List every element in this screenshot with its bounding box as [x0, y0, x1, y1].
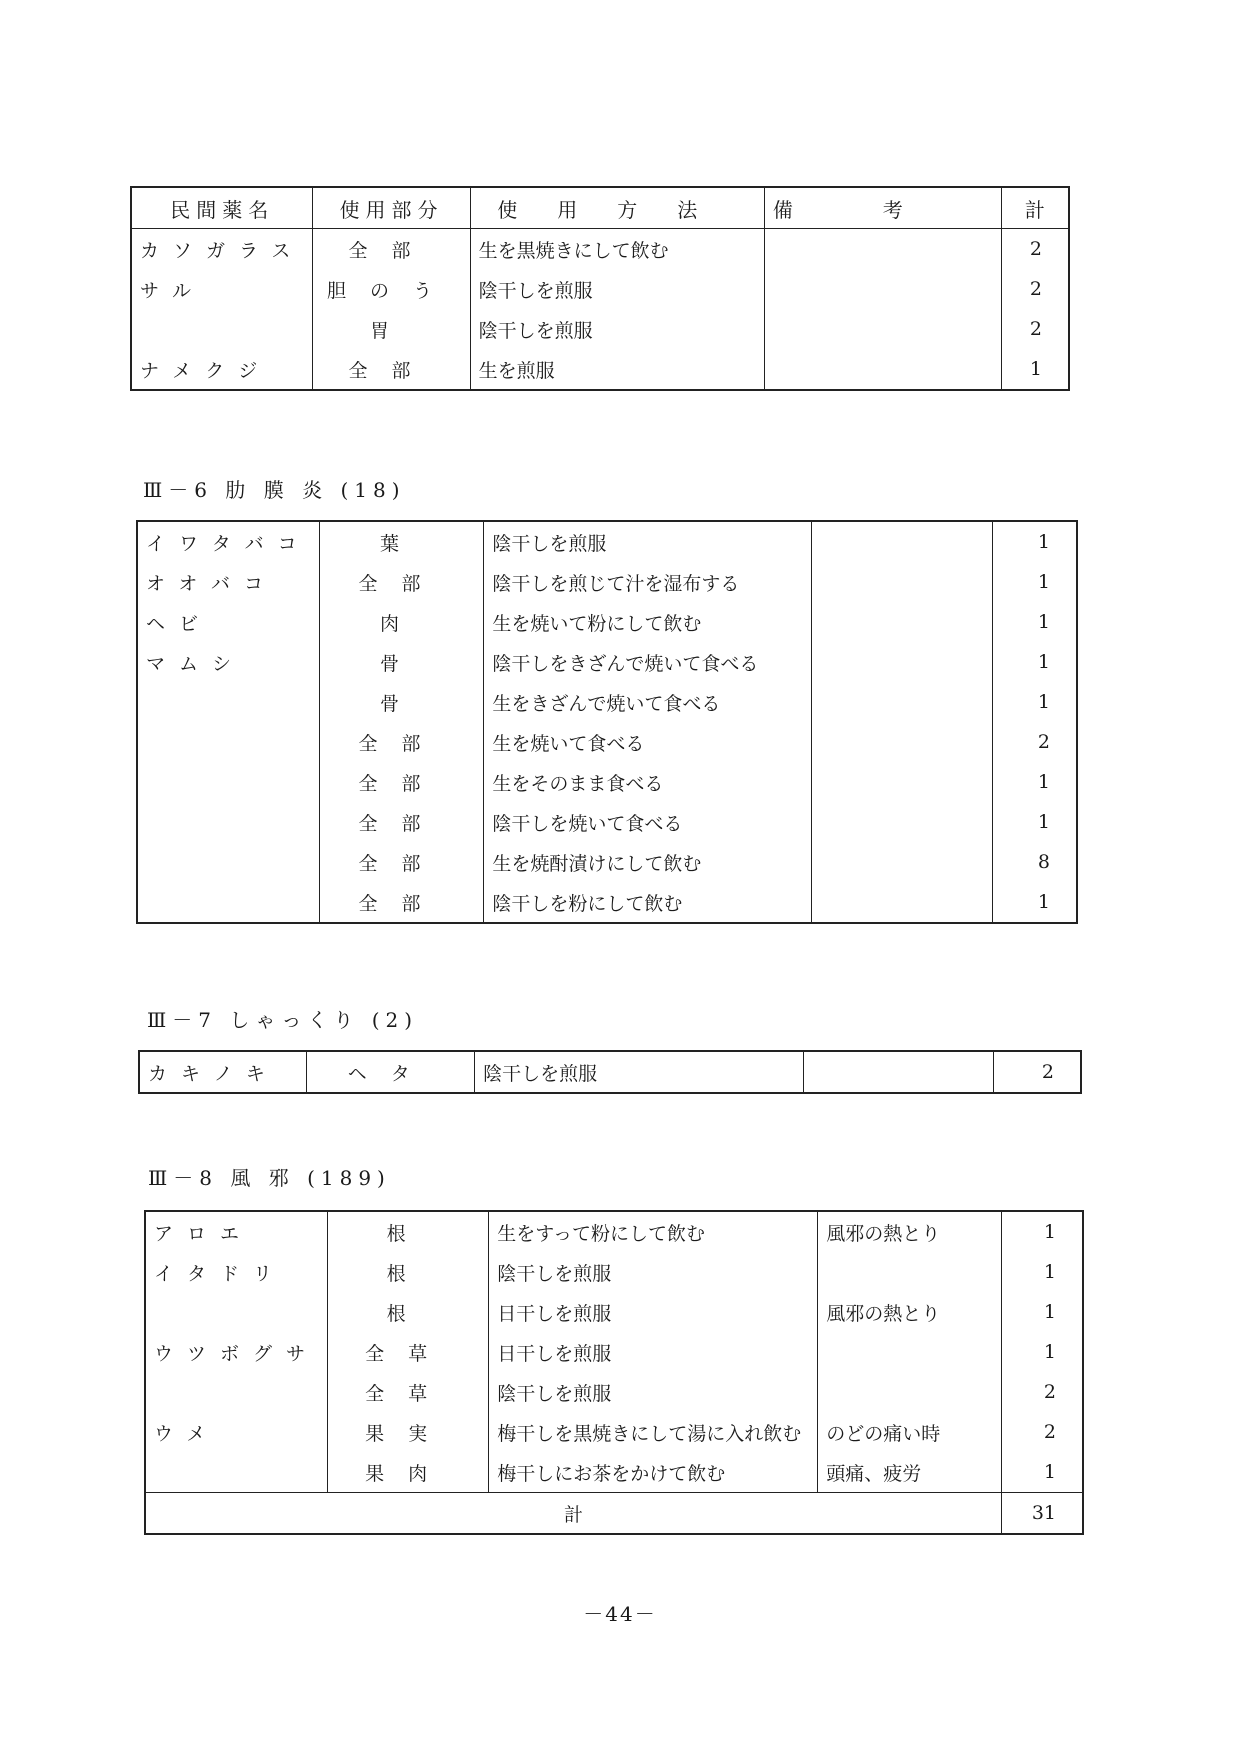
usage-method-cell: 陰干しをきざんで焼いて食べる — [484, 642, 812, 682]
remedy-name-cell: イワタバコ — [137, 521, 319, 562]
usage-method-cell: 陰干しを煎じて汁を湿布する — [484, 562, 812, 602]
remedy-name-cell: マムシ — [137, 642, 319, 682]
remedy-name-cell — [145, 1372, 328, 1412]
part-used-cell: 根 — [328, 1252, 489, 1292]
part-used-cell: 肉 — [319, 602, 484, 642]
part-used-cell: 全部 — [319, 722, 484, 762]
remedy-name-cell: ナメクジ — [131, 349, 313, 390]
remarks-cell — [812, 521, 993, 562]
table-row — [131, 229, 1069, 270]
remarks-cell — [812, 762, 993, 802]
table-row — [137, 682, 1077, 722]
count-cell: 1 — [1029, 358, 1042, 380]
remarks-cell — [764, 229, 1001, 270]
usage-method-cell: 生を黒焼きにして飲む — [470, 229, 764, 270]
part-used-cell: 骨 — [319, 682, 484, 722]
table-row — [137, 882, 1077, 923]
usage-method-cell: 陰干しを煎服 — [470, 269, 764, 309]
table-row — [137, 602, 1077, 642]
table-row — [137, 642, 1077, 682]
total-row — [145, 1493, 1083, 1535]
usage-method-cell: 陰干しを煎服 — [484, 521, 812, 562]
section-title-cold: Ⅲ－8 風 邪 (189) — [148, 1166, 391, 1190]
total-value: 31 — [1002, 1493, 1083, 1535]
part-used-cell: 全部 — [319, 802, 484, 842]
part-used-cell: 葉 — [319, 521, 484, 562]
remarks-cell — [812, 882, 993, 923]
remedy-name-cell — [137, 882, 319, 923]
remarks-cell: 風邪の熱とり — [818, 1211, 1002, 1252]
table-header-row — [131, 187, 1069, 229]
header-part-used: 使用部分 — [313, 187, 470, 229]
part-used-cell: 全部 — [319, 562, 484, 602]
count-cell: 1 — [1037, 531, 1050, 553]
part-used-cell: 根 — [328, 1292, 489, 1332]
remedy-name-cell: アロエ — [145, 1211, 328, 1252]
part-used-cell: ヘタ — [307, 1051, 475, 1093]
remarks-cell — [818, 1332, 1002, 1372]
table-row — [145, 1211, 1083, 1252]
count-cell: 1 — [1043, 1221, 1056, 1243]
remedy-name-cell: ウツボグサ — [145, 1332, 328, 1372]
count-cell: 1 — [1037, 771, 1050, 793]
count-cell: 2 — [1043, 1421, 1056, 1443]
count-cell: 1 — [1037, 611, 1050, 633]
table-row — [131, 349, 1069, 390]
count-cell: 1 — [1043, 1461, 1056, 1483]
remarks-cell: のどの痛い時 — [818, 1412, 1002, 1452]
remedy-table-hiccups — [138, 1050, 1082, 1094]
table-row — [137, 762, 1077, 802]
part-used-cell: 果肉 — [328, 1452, 489, 1493]
count-cell: 1 — [1043, 1341, 1056, 1363]
header-total: 計 — [1001, 187, 1069, 229]
remedy-name-cell: カキノキ — [139, 1051, 307, 1093]
usage-method-cell: 生をそのまま食べる — [484, 762, 812, 802]
remedy-name-cell: カソガラス — [131, 229, 313, 270]
page-number: －44－ — [583, 1602, 657, 1626]
usage-method-cell: 陰干しを粉にして飲む — [484, 882, 812, 923]
count-cell: 2 — [1029, 318, 1042, 340]
remedy-name-cell — [145, 1452, 328, 1493]
part-used-cell: 全部 — [319, 842, 484, 882]
usage-method-cell: 梅干しを黒焼きにして湯に入れ飲む — [489, 1412, 818, 1452]
count-cell: 2 — [1037, 731, 1050, 753]
remarks-cell — [804, 1051, 993, 1093]
usage-method-cell: 生を焼いて粉にして飲む — [484, 602, 812, 642]
remarks-cell — [812, 682, 993, 722]
part-used-cell: 全部 — [313, 229, 470, 270]
table-row — [137, 521, 1077, 562]
remedy-name-cell: ウメ — [145, 1412, 328, 1452]
table-row — [145, 1332, 1083, 1372]
section-title-pleurisy: Ⅲ－6 肋 膜 炎 (18) — [143, 478, 406, 502]
count-cell: 2 — [1029, 278, 1042, 300]
remarks-cell: 風邪の熱とり — [818, 1292, 1002, 1332]
count-cell: 2 — [1041, 1061, 1054, 1083]
usage-method-cell: 陰干しを煎服 — [489, 1372, 818, 1412]
count-cell: 1 — [1037, 691, 1050, 713]
header-usage-method: 使用方法 — [470, 187, 764, 229]
usage-method-cell: 生を焼酎漬けにして飲む — [484, 842, 812, 882]
remedy-name-cell — [145, 1292, 328, 1332]
table-row — [131, 269, 1069, 309]
remedy-name-cell — [131, 309, 313, 349]
table-row — [137, 562, 1077, 602]
count-cell: 1 — [1037, 571, 1050, 593]
table-row — [145, 1452, 1083, 1493]
usage-method-cell: 陰干しを煎服 — [475, 1051, 804, 1093]
usage-method-cell: 生をすって粉にして飲む — [489, 1211, 818, 1252]
remarks-cell — [818, 1252, 1002, 1292]
count-cell: 1 — [1043, 1301, 1056, 1323]
remarks-cell — [818, 1372, 1002, 1412]
part-used-cell: 胃 — [313, 309, 470, 349]
remedy-table-pleurisy — [136, 520, 1078, 924]
remedy-name-cell: ヘビ — [137, 602, 319, 642]
table-row — [137, 802, 1077, 842]
section-title-hiccups: Ⅲ－7 しゃっくり (2) — [147, 1008, 419, 1032]
table-row — [131, 309, 1069, 349]
part-used-cell: 果実 — [328, 1412, 489, 1452]
table-row — [145, 1252, 1083, 1292]
remedy-table-1 — [130, 186, 1070, 391]
part-used-cell: 全部 — [319, 882, 484, 923]
usage-method-cell: 梅干しにお茶をかけて飲む — [489, 1452, 818, 1493]
remarks-cell — [812, 802, 993, 842]
remarks-cell — [764, 269, 1001, 309]
count-cell: 1 — [1037, 811, 1050, 833]
usage-method-cell: 生をきざんで焼いて食べる — [484, 682, 812, 722]
count-cell: 8 — [1037, 851, 1050, 873]
usage-method-cell: 生を焼いて食べる — [484, 722, 812, 762]
remarks-cell — [812, 602, 993, 642]
table-row — [137, 842, 1077, 882]
table-row — [137, 722, 1077, 762]
remarks-cell: 頭痛、疲労 — [818, 1452, 1002, 1493]
usage-method-cell: 陰干しを煎服 — [489, 1252, 818, 1292]
remarks-cell — [764, 349, 1001, 390]
part-used-cell: 全部 — [319, 762, 484, 802]
remedy-name-cell — [137, 842, 319, 882]
table-row — [145, 1412, 1083, 1452]
remedy-name-cell: オオバコ — [137, 562, 319, 602]
count-cell: 2 — [1043, 1381, 1056, 1403]
usage-method-cell: 日干しを煎服 — [489, 1292, 818, 1332]
table-row — [145, 1372, 1083, 1412]
remedy-table-cold — [144, 1210, 1084, 1535]
remedy-name-cell — [137, 762, 319, 802]
part-used-cell: 骨 — [319, 642, 484, 682]
remarks-cell — [812, 562, 993, 602]
part-used-cell: 胆のう — [313, 269, 470, 309]
remedy-name-cell: イタドリ — [145, 1252, 328, 1292]
table-row — [145, 1292, 1083, 1332]
remarks-cell — [812, 722, 993, 762]
count-cell: 1 — [1043, 1261, 1056, 1283]
remarks-cell — [812, 642, 993, 682]
remarks-cell — [764, 309, 1001, 349]
total-label: 計 — [145, 1493, 1002, 1535]
remedy-name-cell — [137, 722, 319, 762]
usage-method-cell: 日干しを煎服 — [489, 1332, 818, 1372]
remedy-name-cell — [137, 802, 319, 842]
part-used-cell: 全草 — [328, 1372, 489, 1412]
remarks-cell — [812, 842, 993, 882]
part-used-cell: 全草 — [328, 1332, 489, 1372]
count-cell: 1 — [1037, 891, 1050, 913]
count-cell: 1 — [1037, 651, 1050, 673]
usage-method-cell: 生を煎服 — [470, 349, 764, 390]
part-used-cell: 根 — [328, 1211, 489, 1252]
part-used-cell: 全部 — [313, 349, 470, 390]
remedy-name-cell: サル — [131, 269, 313, 309]
usage-method-cell: 陰干しを煎服 — [470, 309, 764, 349]
table-row — [139, 1051, 1081, 1093]
count-cell: 2 — [1029, 238, 1042, 260]
remedy-name-cell — [137, 682, 319, 722]
usage-method-cell: 陰干しを焼いて食べる — [484, 802, 812, 842]
header-remedy-name: 民間薬名 — [131, 187, 313, 229]
header-remarks: 備考 — [764, 187, 1001, 229]
